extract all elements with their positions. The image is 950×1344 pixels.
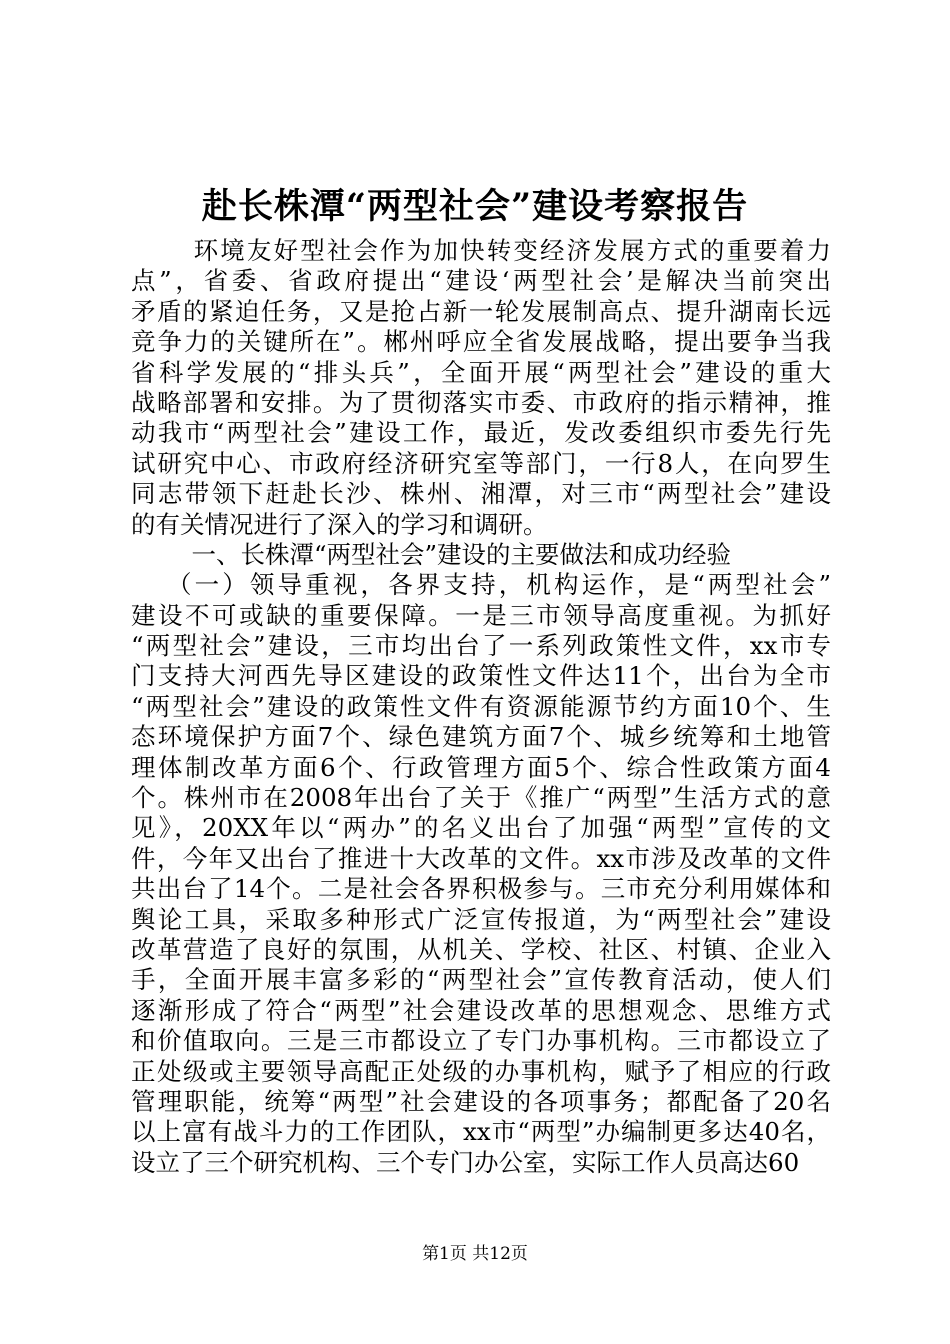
text-line: 门支持大河西先导区建设的政策性文件达11个，出台为全市 xyxy=(131,661,831,691)
text-line: 共出台了14个。二是社会各界积极参与。三市充分利用媒体和 xyxy=(131,874,831,904)
text-line: “两型社会”建设的政策性文件有资源能源节约方面10个、生 xyxy=(131,691,831,721)
text-line: 态环境保护方面7个、绿色建筑方面7个、城乡统筹和土地管 xyxy=(131,722,831,752)
text-line: 件，今年又出台了推进十大改革的文件。xx市涉及改革的文件 xyxy=(131,843,831,873)
text-line: 动我市“两型社会”建设工作，最近，发改委组织市委先行先 xyxy=(131,418,831,448)
text-line: 以上富有战斗力的工作团队，xx市“两型”办编制更多达40名， xyxy=(131,1117,831,1147)
text-line: 理体制改革方面6个、行政管理方面5个、综合性政策方面4 xyxy=(131,752,831,782)
text-line: 建设不可或缺的重要保障。一是三市领导高度重视。为抓好 xyxy=(131,600,831,630)
text-line: 矛盾的紧迫任务，又是抢占新一轮发展制高点、提升湖南长远 xyxy=(131,296,831,326)
text-line: 逐渐形成了符合“两型”社会建设改革的思想观念、思维方式 xyxy=(131,995,831,1025)
text-line: 舆论工具，采取多种形式广泛宣传报道，为“两型社会”建设 xyxy=(131,904,831,934)
text-line: 管理职能，统筹“两型”社会建设的各项事务；都配备了20名 xyxy=(131,1086,831,1116)
text-line: 点”，省委、省政府提出“建设‘两型社会’是解决当前突出 xyxy=(131,266,831,296)
document-title: 赴长株潭“两型社会”建设考察报告 xyxy=(201,186,749,227)
text-line: 竞争力的关键所在”。郴州呼应全省发展战略，提出要争当我 xyxy=(131,327,831,357)
text-line: 改革营造了良好的氛围，从机关、学校、社区、村镇、企业入 xyxy=(131,934,831,964)
text-line: 同志带领下赶赴长沙、株州、湘潭，对三市“两型社会”建设 xyxy=(131,479,831,509)
text-line: 设立了三个研究机构、三个专门办公室，实际工作人员高达60 xyxy=(131,1147,800,1177)
text-line: 的有关情况进行了深入的学习和调研。 xyxy=(131,509,548,539)
text-line: （一）领导重视，各界支持，机构运作，是“两型社会” xyxy=(167,570,831,600)
text-line: 一、长株潭“两型社会”建设的主要做法和成功经验 xyxy=(167,539,732,569)
text-line: 和价值取向。三是三市都设立了专门办事机构。三市都设立了 xyxy=(131,1026,831,1056)
text-line: 个。株州市在2008年出台了关于《推广“两型”生活方式的意 xyxy=(131,783,831,813)
text-line: 战略部署和安排。为了贯彻落实市委、市政府的指示精神，推 xyxy=(131,387,831,417)
text-line: 见》，20XX年以“两办”的名义出台了加强“两型”宣传的文 xyxy=(131,813,831,843)
page-footer: 第1页 共12页 xyxy=(422,1244,528,1264)
text-line: “两型社会”建设，三市均出台了一系列政策性文件，xx市专 xyxy=(131,631,831,661)
text-line: 手，全面开展丰富多彩的“两型社会”宣传教育活动，使人们 xyxy=(131,965,831,995)
text-line: 环境友好型社会作为加快转变经济发展方式的重要着力 xyxy=(167,236,831,265)
text-line: 省科学发展的“排头兵”，全面开展“两型社会”建设的重大 xyxy=(131,357,831,387)
text-line: 正处级或主要领导高配正处级的办事机构，赋予了相应的行政 xyxy=(131,1056,831,1086)
document-body xyxy=(131,236,831,1178)
text-line: 试研究中心、市政府经济研究室等部门，一行8人，在向罗生 xyxy=(131,448,831,478)
